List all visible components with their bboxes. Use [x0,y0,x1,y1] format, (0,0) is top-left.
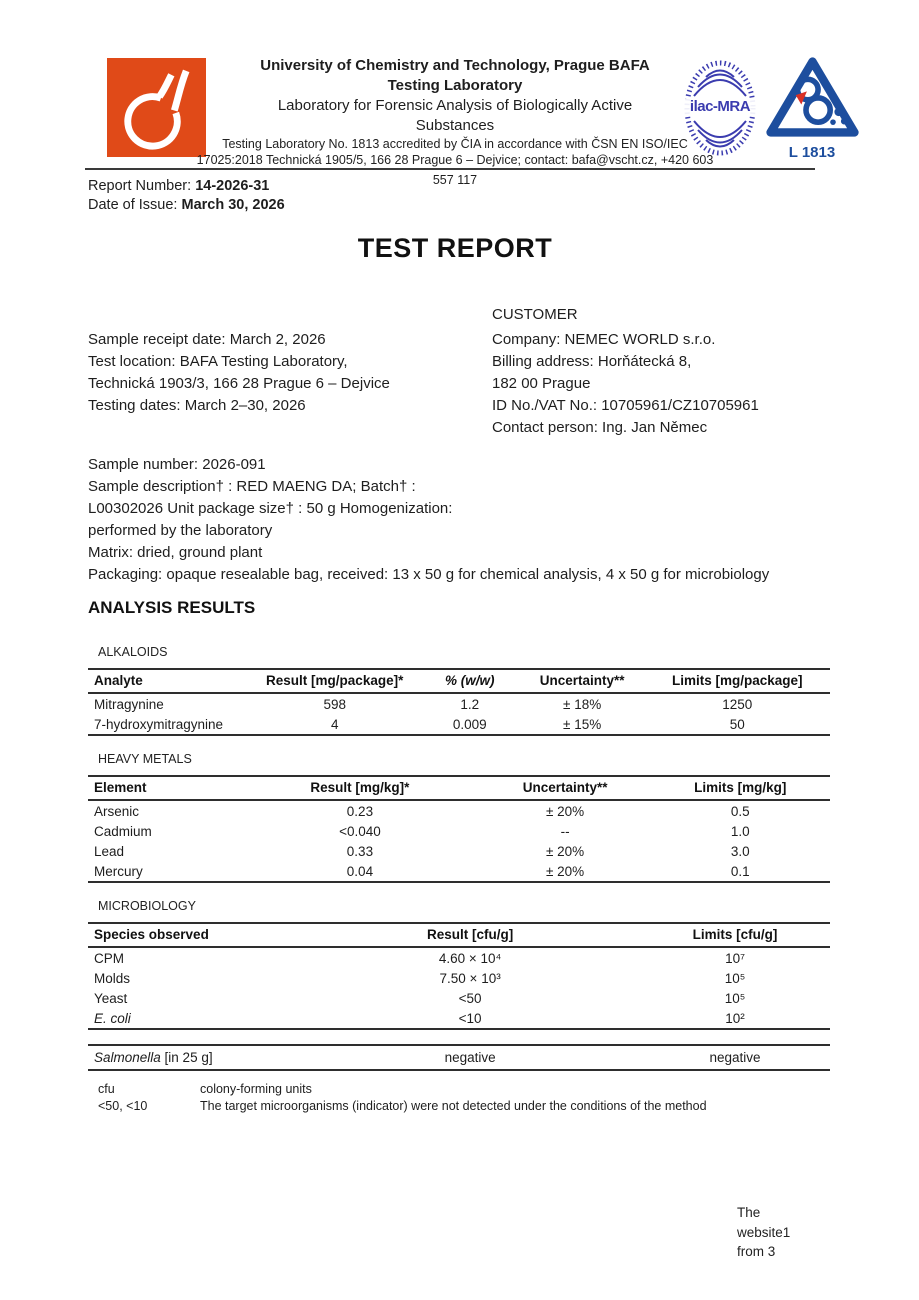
accreditation-number: L 1813 [788,144,836,161]
species-name [88,1045,300,1070]
date-of-issue-value: March 30, 2026 [181,197,285,213]
column-header: % (w/w) [444,673,495,688]
analysis-results-heading: ANALYSIS RESULTS [88,598,256,617]
report-number-line [88,177,285,196]
table-row [88,714,830,735]
customer-vat: ID No./VAT No.: 10705961/CZ10705961 [492,397,759,414]
column-header: Result [mg/package]* [266,673,404,688]
cia-triangle-icon [765,56,860,138]
species-name: E. coli [94,1010,131,1026]
alkaloids-label: ALKALOIDS [98,645,168,659]
footer-line: The [737,1205,761,1220]
sample-description-block [88,454,848,586]
date-of-issue-label: Date of Issue: [88,197,182,213]
accreditation-line1: Testing Laboratory No. 1813 accredited by ČIA in accordance with ČSN EN ISO/IEC [222,137,688,151]
limit-value: 10² [725,1010,745,1026]
result-value: 0.23 [346,803,374,819]
heavy-metals-table [88,775,830,883]
lab-name-line1: Laboratory for Forensic Analysis of Biologically Active [277,97,633,114]
alkaloids-header-row [88,669,830,693]
element-name: Mercury [94,863,143,879]
salmonella-species: Salmonella [94,1050,161,1065]
microbiology-table [88,922,830,1030]
column-header: Limits [cfu/g] [692,927,778,942]
ilac-mra-logo [682,58,758,158]
page-footer [737,1203,827,1262]
table-row [88,1045,830,1070]
uncertainty-value: -- [560,823,570,839]
percent-value: 1.2 [460,696,480,712]
alkaloids-table [88,668,830,736]
table-row [88,861,830,882]
microbiology-label: MICROBIOLOGY [98,899,196,913]
report-title: TEST REPORT [357,233,553,263]
result-value: <10 [458,1010,482,1026]
date-of-issue-line [88,196,285,215]
sample-batch-size: L00302026 Unit package size† : 50 g Homogenization: [88,500,453,517]
analyte-name: Mitragynine [94,696,164,712]
result-value: 4.60 × 10⁴ [438,950,502,966]
testing-dates: Testing dates: March 2–30, 2026 [88,397,306,414]
species-name: CPM [94,950,124,966]
result-value: negative [444,1050,496,1065]
column-header: Result [mg/kg]* [310,780,410,795]
result-value: <0.040 [339,823,381,839]
customer-contact: Contact person: Ing. Jan Němec [492,419,708,436]
limit-value: 10⁵ [724,970,746,986]
sample-receipt-date: Sample receipt date: March 2, 2026 [88,331,326,348]
analyte-name: 7-hydroxymitragynine [94,716,224,732]
lab-name-line2: Substances [415,117,495,134]
result-value: 4 [330,716,339,732]
heavy-metals-label: HEAVY METALS [98,752,192,766]
column-header: Species observed [94,927,209,942]
org-name-line2: Testing Laboratory [387,77,523,94]
percent-value: 0.009 [452,716,487,732]
sample-packaging: Packaging: opaque resealable bag, received: 13 x 50 g for chemical analysis, 4 x 50 g for microbiology [88,566,770,583]
limit-value: 10⁵ [724,990,746,1006]
limit-value: 1250 [722,696,753,712]
column-header: Result [cfu/g] [426,927,514,942]
microbiology-header-row [88,923,830,947]
column-header: Uncertainty** [539,673,625,688]
footer-line: from 3 [737,1244,776,1259]
test-location-line2: Technická 1903/3, 166 28 Prague 6 – Dejvice [88,375,390,392]
report-meta [88,177,285,215]
report-number-label: Report Number: [88,178,196,194]
table-row [88,988,830,1008]
customer-company: Company: NEMEC WORLD s.r.o. [492,331,716,348]
column-header: Analyte [94,673,143,688]
column-header: Element [94,780,147,795]
lab-header [165,56,745,168]
heavy-metals-header-row [88,776,830,800]
limit-value: negative [709,1050,761,1065]
species-name: Molds [94,970,131,986]
result-value: 0.04 [346,863,374,879]
accreditation-line3: 557 117 [432,173,478,187]
element-name: Arsenic [94,803,140,819]
column-header: Limits [mg/package] [671,673,803,688]
table-row [88,947,830,968]
footnote-definition: colony-forming units [200,1082,312,1096]
sample-homogenization: performed by the laboratory [88,522,273,539]
customer-heading: CUSTOMER [492,306,578,323]
footnotes [98,1082,858,1114]
uncertainty-value: ± 20% [546,863,585,879]
result-value: <50 [458,990,482,1006]
footer-line: website1 [737,1224,791,1240]
element-name: Cadmium [94,823,152,839]
customer-billing-address: Billing address: Horňátecká 8, [492,353,692,370]
cia-accreditation-logo [762,56,862,161]
sample-description: Sample description† : RED MAENG DA; Batch† : [88,478,416,495]
column-header: Uncertainty** [522,780,608,795]
footnote-definition: The target microorganisms (indicator) were not detected under the conditions of the method [200,1099,707,1113]
footnote-term: cfu [98,1082,115,1096]
limit-value: 10⁷ [725,950,745,966]
table-row [88,821,830,841]
limit-value: 0.5 [730,803,750,819]
uncertainty-value: ± 15% [563,716,602,732]
limit-value: 3.0 [730,843,750,859]
element-name: Lead [94,843,125,859]
org-name-line1: University of Chemistry and Technology, Prague BAFA [260,57,650,74]
report-number-value: 14-2026-31 [195,178,270,194]
table-row [88,841,830,861]
result-value: 0.33 [346,843,374,859]
sample-matrix: Matrix: dried, ground plant [88,544,263,561]
sample-info-block [88,329,390,417]
header-divider [85,168,815,170]
accreditation-line2: 17025:2018 Technická 1905/5, 166 28 Prague 6 – Dejvice; contact: bafa@vscht.cz, +420 603 [196,153,714,167]
customer-city: 182 00 Prague [492,375,591,392]
limit-value: 1.0 [730,823,750,839]
column-header: Limits [mg/kg] [694,780,787,795]
table-row [88,1008,830,1029]
table-row [88,800,830,821]
salmonella-qualifier: [in 25 g] [160,1050,213,1065]
result-value: 598 [323,696,346,712]
uncertainty-value: ± 20% [546,803,585,819]
uncertainty-value: ± 20% [546,843,585,859]
salmonella-table [88,1044,830,1071]
test-location-line1: Test location: BAFA Testing Laboratory, [88,353,348,370]
table-row [88,968,830,988]
customer-info-block [492,329,759,439]
ilac-mra-label: ilac-MRA [689,98,751,115]
limit-value: 50 [729,716,745,732]
sample-number: Sample number: 2026-091 [88,456,266,473]
species-name: Yeast [94,990,128,1006]
table-row [88,693,830,714]
footnote-term: <50, <10 [98,1099,148,1113]
uncertainty-value: ± 18% [563,696,602,712]
result-value: 7.50 × 10³ [439,970,501,986]
limit-value: 0.1 [730,863,750,879]
